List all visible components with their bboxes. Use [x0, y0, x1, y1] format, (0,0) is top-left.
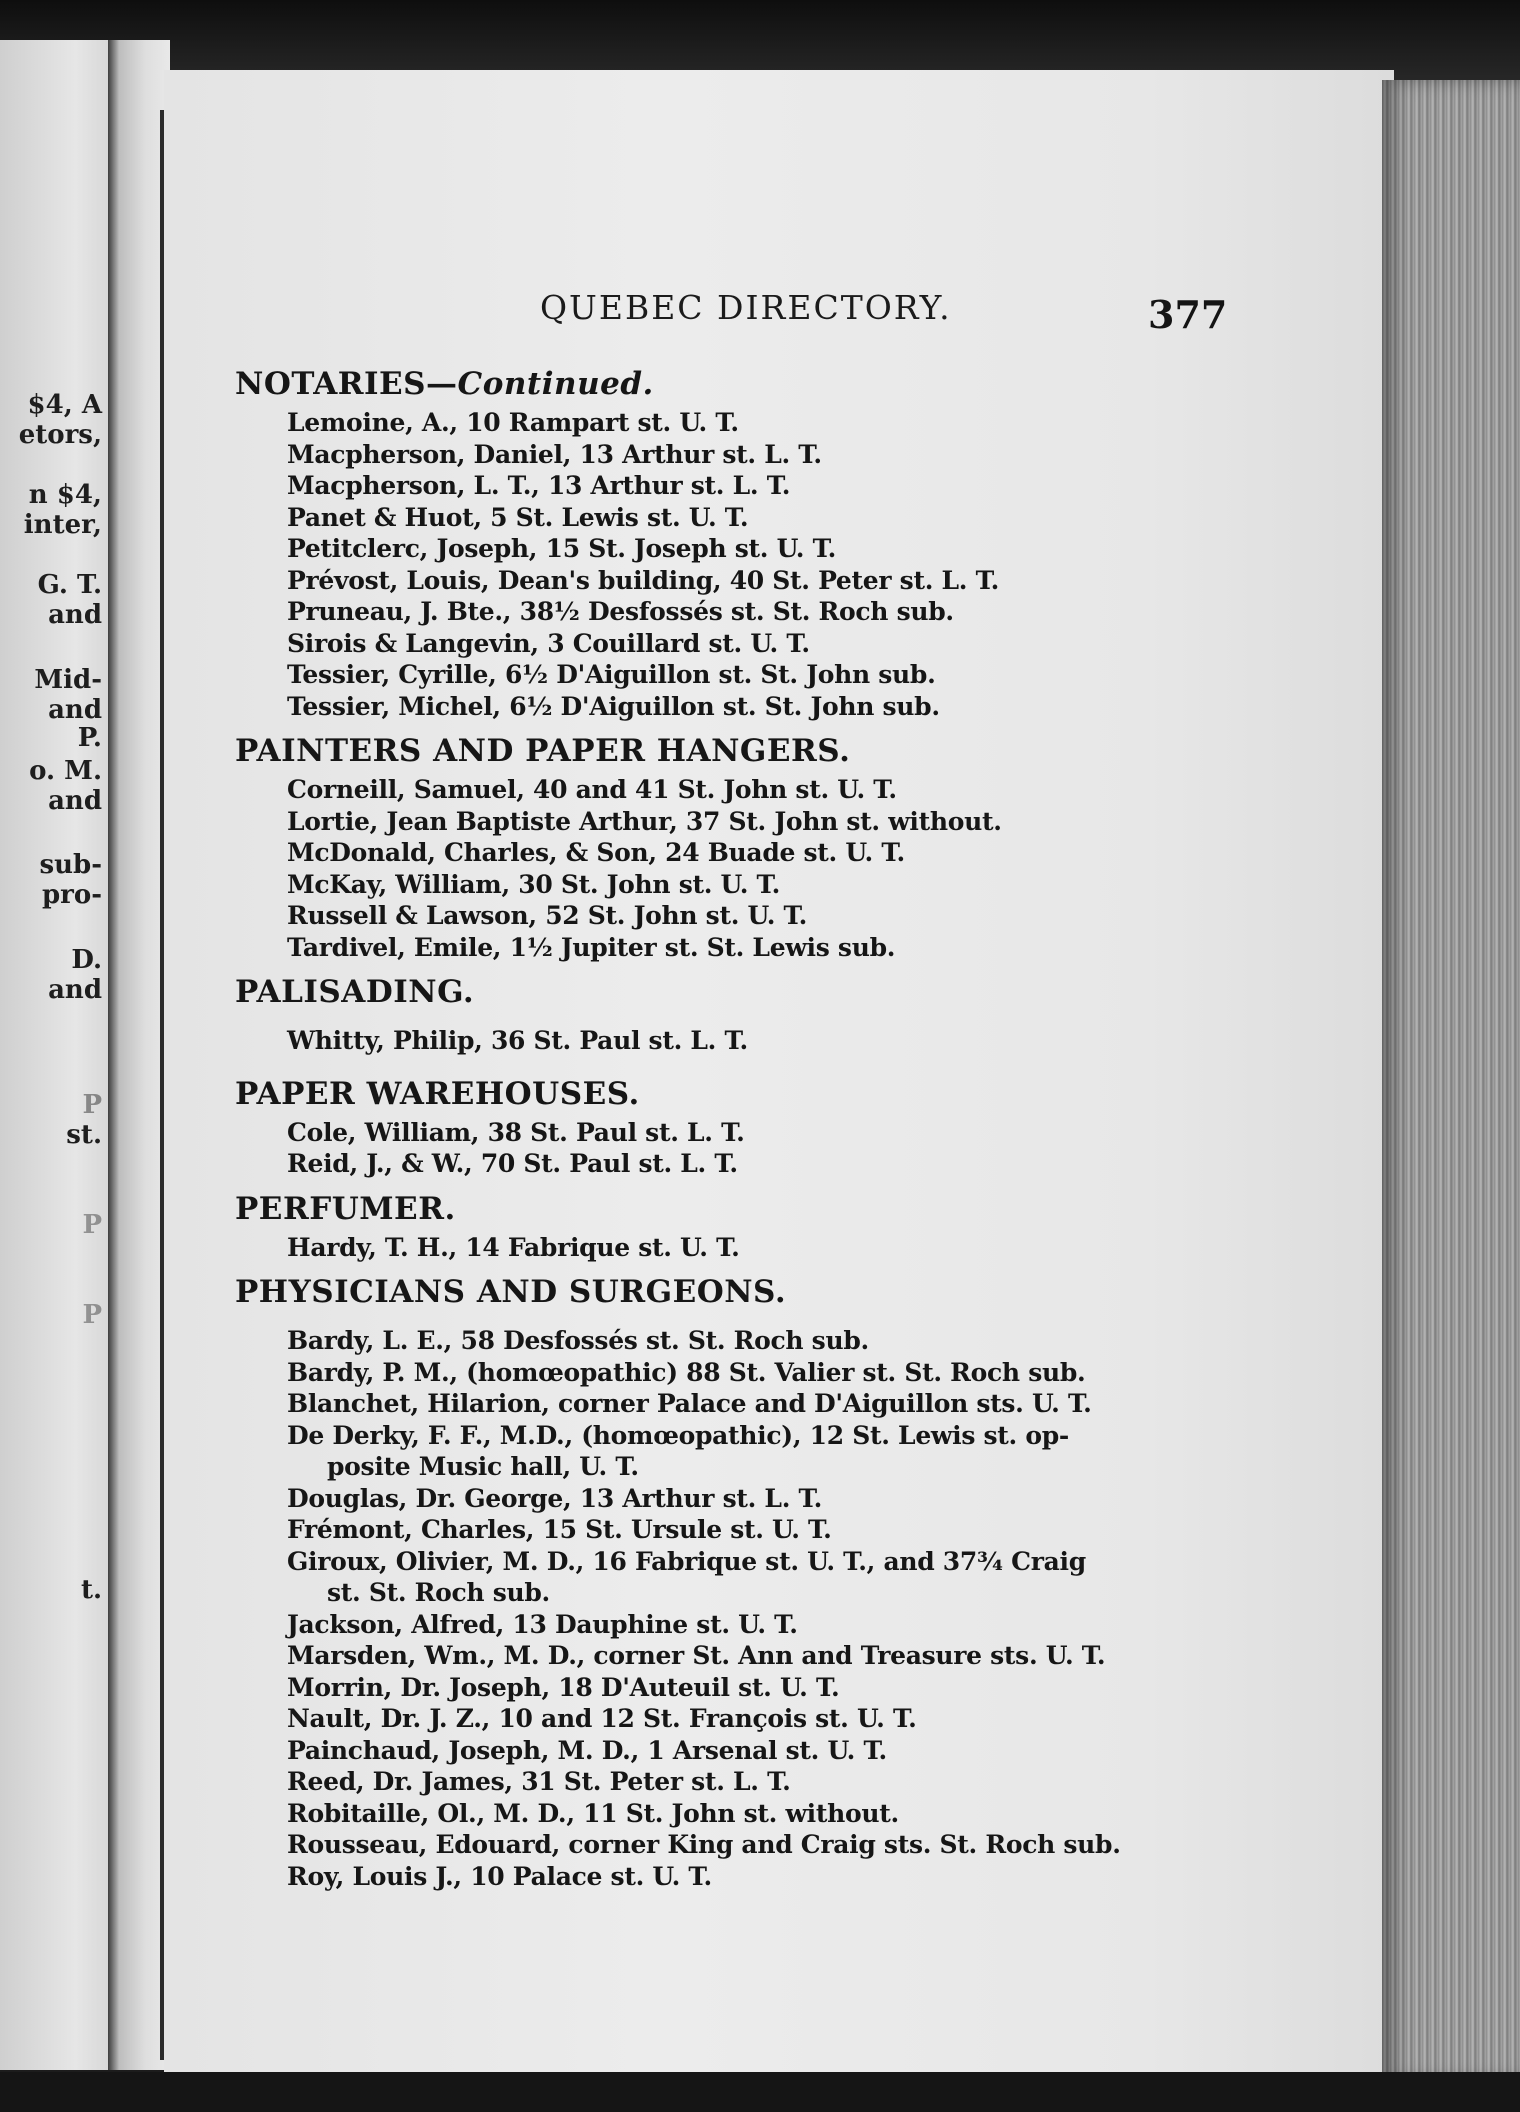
list-item: Morrin, Dr. Joseph, 18 D'Auteuil st. U. T. — [287, 1672, 840, 1702]
directory-listing — [235, 365, 1235, 1892]
list-item: Blanchet, Hilarion, corner Palace and D'Aiguillon sts. U. T. — [287, 1389, 1092, 1418]
list-item: Tardivel, Emile, 1½ Jupiter st. St. Lewis sub. — [287, 932, 896, 962]
heading-text: NOTARIES— — [235, 366, 458, 402]
entry-list — [287, 1232, 1235, 1264]
list-item: Reid, J., & W., 70 St. Paul st. L. T. — [287, 1149, 738, 1178]
list-item: Russell & Lawson, 52 St. John st. U. T. — [287, 901, 808, 930]
left-fragment: etors, — [18, 420, 102, 450]
list-item: McKay, William, 30 St. John st. U. T. — [287, 869, 781, 899]
left-fragment: n $4, — [28, 480, 102, 510]
list-item: Macpherson, L. T., 13 Arthur st. L. T. — [287, 471, 791, 500]
section-heading: PALISADING. — [235, 974, 475, 1010]
list-item: Petitclerc, Joseph, 15 St. Joseph st. U. T. — [287, 534, 837, 563]
list-item: Sirois & Langevin, 3 Couillard st. U. T. — [287, 628, 810, 658]
list-item: Lemoine, A., 10 Rampart st. U. T. — [287, 408, 739, 437]
section-palisading — [235, 973, 1235, 1057]
running-head: QUEBEC DIRECTORY. — [540, 288, 952, 327]
list-item: Jackson, Alfred, 13 Dauphine st. U. T. — [287, 1609, 798, 1639]
entry-list — [287, 1117, 1235, 1180]
list-item: Corneill, Samuel, 40 and 41 St. John st. U. T. — [287, 775, 897, 804]
list-item-continuation: st. St. Roch sub. — [327, 1578, 550, 1607]
gutter-rule — [160, 110, 164, 2060]
section-heading — [235, 365, 1235, 403]
left-fragment: Mid- — [34, 665, 102, 695]
list-item: Robitaille, Ol., M. D., 11 St. John st. without. — [287, 1798, 899, 1828]
list-item: Douglas, Dr. George, 13 Arthur st. L. T. — [287, 1483, 822, 1513]
section-physicians — [235, 1273, 1235, 1892]
list-item: Panet & Huot, 5 St. Lewis st. U. T. — [287, 502, 749, 532]
list-item: Frémont, Charles, 15 St. Ursule st. U. T. — [287, 1515, 832, 1544]
entry-list — [287, 774, 1235, 963]
list-item: Hardy, T. H., 14 Fabrique st. U. T. — [287, 1232, 740, 1262]
list-item: Bardy, P. M., (homœopathic) 88 St. Valier st. St. Roch sub. — [287, 1357, 1086, 1387]
list-item: Pruneau, J. Bte., 38½ Desfossés st. St. Roch sub. — [287, 597, 954, 626]
left-fragment: o. M. — [29, 756, 102, 786]
list-item: Bardy, L. E., 58 Desfossés st. St. Roch sub. — [287, 1326, 869, 1355]
left-fragment: and — [48, 975, 102, 1005]
left-fragment: and — [48, 600, 102, 630]
list-item: Roy, Louis J., 10 Palace st. U. T. — [287, 1861, 712, 1891]
list-item: Prévost, Louis, Dean's building, 40 St. Peter st. L. T. — [287, 565, 1000, 595]
list-item: Painchaud, Joseph, M. D., 1 Arsenal st. U. T. — [287, 1735, 887, 1765]
list-item: De Derky, F. F., M.D., (homœopathic), 12 St. Lewis st. op- — [287, 1420, 1069, 1450]
section-perfumer — [235, 1190, 1235, 1264]
section-painters — [235, 732, 1235, 963]
list-item: Nault, Dr. J. Z., 10 and 12 St. François st. U. T. — [287, 1704, 917, 1733]
list-item: Whitty, Philip, 36 St. Paul st. L. T. — [287, 1026, 748, 1055]
left-fragment: pro- — [41, 880, 102, 910]
list-item: Tessier, Cyrille, 6½ D'Aiguillon st. St. John sub. — [287, 660, 936, 689]
entry-list — [287, 1025, 1235, 1057]
section-notaries — [235, 365, 1235, 722]
left-fragment: and — [48, 695, 102, 725]
list-item-continuation: posite Music hall, U. T. — [327, 1452, 639, 1481]
section-heading: PHYSICIANS AND SURGEONS. — [235, 1274, 787, 1310]
left-fragment: $4, A — [27, 390, 102, 420]
page-edges — [1382, 80, 1520, 2080]
entry-list — [287, 407, 1235, 722]
scan-background-bottom — [0, 2072, 1520, 2112]
left-fragment: st. — [66, 1120, 102, 1150]
list-item: Reed, Dr. James, 31 St. Peter st. L. T. — [287, 1767, 791, 1796]
left-fragment: P — [82, 1090, 102, 1120]
left-fragment: and — [48, 786, 102, 816]
section-paper-warehouses — [235, 1075, 1235, 1180]
list-item: Marsden, Wm., M. D., corner St. Ann and Treasure sts. U. T. — [287, 1641, 1106, 1670]
page-number: 377 — [1148, 292, 1228, 337]
left-fragment: sub- — [39, 850, 102, 880]
heading-continued: Continued. — [457, 366, 654, 402]
section-heading: PAPER WAREHOUSES. — [235, 1075, 640, 1112]
left-fragment: t. — [80, 1575, 102, 1605]
section-heading: PERFUMER. — [235, 1190, 456, 1227]
left-fragment: P — [82, 1210, 102, 1240]
list-item: Rousseau, Edouard, corner King and Craig sts. St. Roch sub. — [287, 1830, 1121, 1859]
facing-page-fragment — [0, 40, 111, 2070]
list-item: Macpherson, Daniel, 13 Arthur st. L. T. — [287, 439, 822, 469]
left-fragment: G. T. — [37, 570, 102, 600]
list-item: McDonald, Charles, & Son, 24 Buade st. U. T. — [287, 838, 905, 867]
left-fragment: inter, — [23, 510, 102, 540]
left-fragment: P. — [77, 723, 102, 753]
left-fragment: P — [82, 1300, 102, 1330]
list-item: Cole, William, 38 St. Paul st. L. T. — [287, 1117, 745, 1147]
list-item: Lortie, Jean Baptiste Arthur, 37 St. John st. without. — [287, 806, 1002, 836]
list-item: Tessier, Michel, 6½ D'Aiguillon st. St. John sub. — [287, 691, 940, 721]
left-fragment: D. — [71, 945, 102, 975]
section-heading: PAINTERS AND PAPER HANGERS. — [235, 733, 851, 769]
list-item: Giroux, Olivier, M. D., 16 Fabrique st. U. T., and 37¾ Craig — [287, 1546, 1086, 1576]
entry-list — [287, 1325, 1235, 1892]
